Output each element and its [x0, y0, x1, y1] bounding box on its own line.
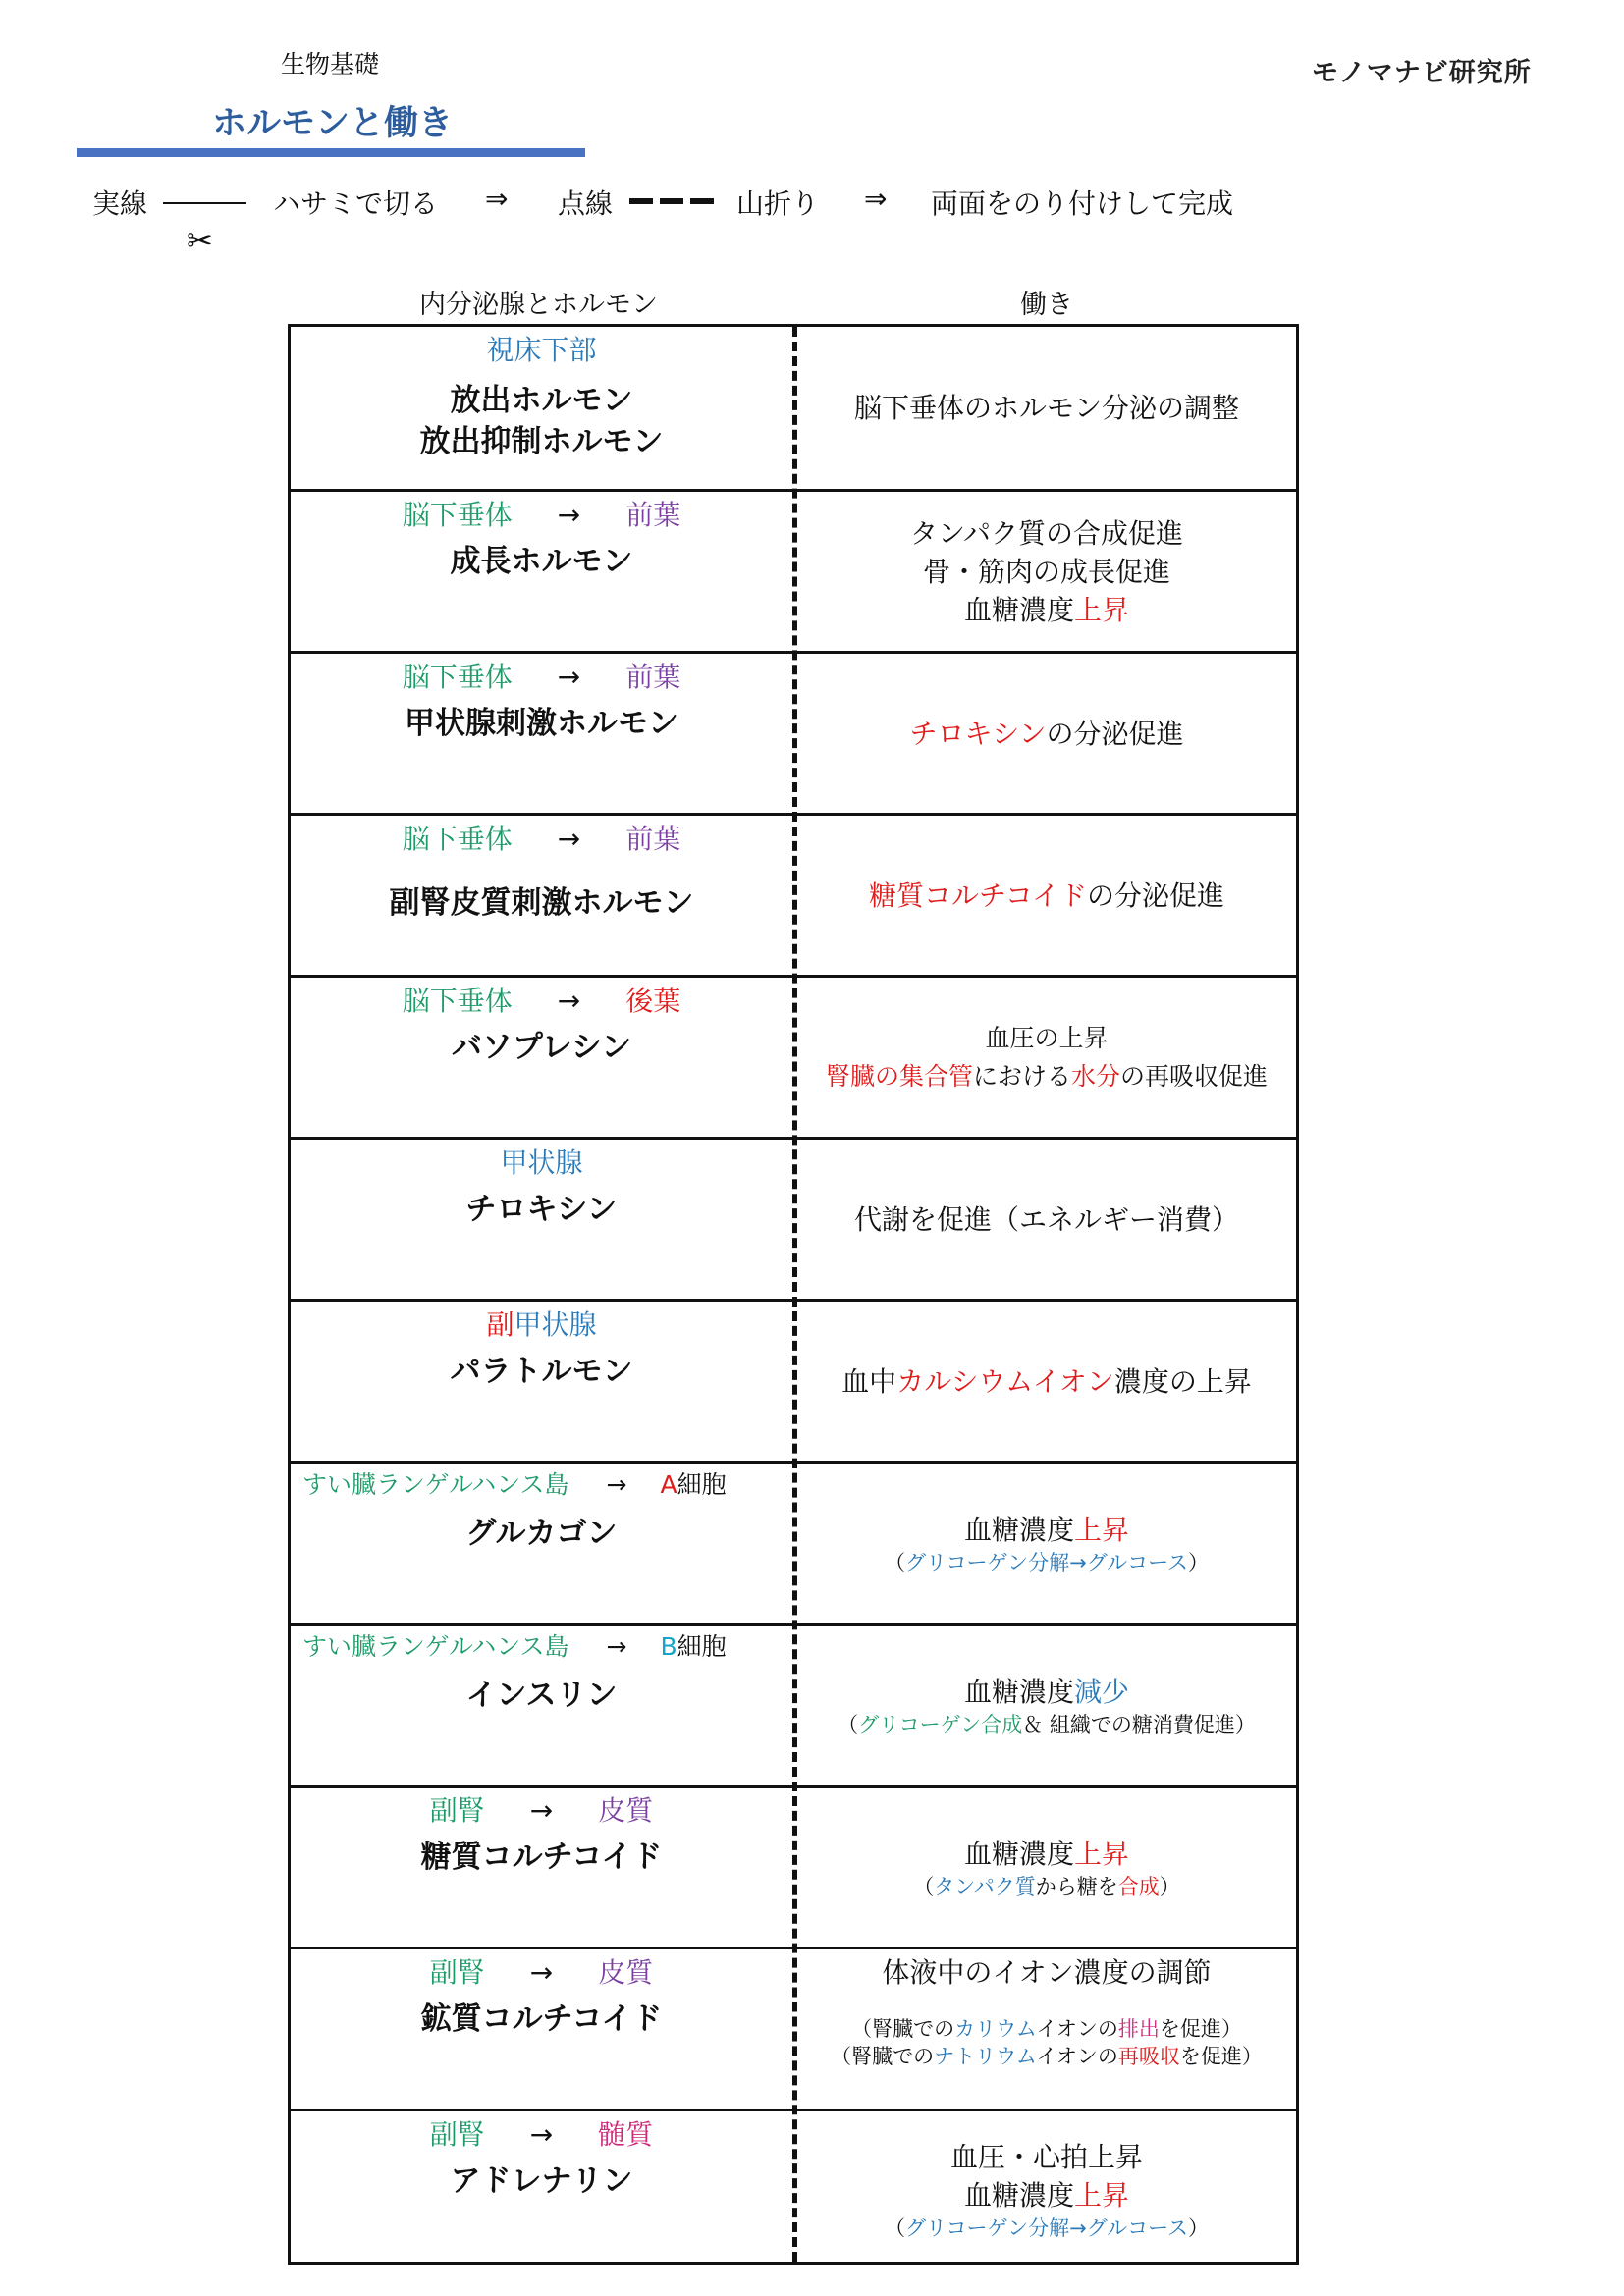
function-cell: [797, 816, 1296, 975]
table-row: [291, 1623, 1296, 1785]
table-row: [291, 1299, 1296, 1461]
gland-location: 脳下垂体 → 前葉: [402, 823, 681, 855]
hormone-name: 鉱質コルチコイド: [420, 2002, 663, 2037]
function-text: 代謝を促進（エネルギー消費）: [853, 1202, 1239, 1236]
function-text: 腎臓の集合管における水分の再吸収促進: [825, 1062, 1269, 1091]
function-cell: [797, 1949, 1296, 2109]
gland-location: 副腎 → 皮質: [429, 1956, 654, 1989]
gland-cell: [291, 327, 792, 489]
function-text: 血糖濃度上昇: [963, 1837, 1130, 1870]
function-text: 血糖濃度減少: [963, 1675, 1130, 1708]
table-row: [291, 489, 1296, 651]
column-header-right: 働き: [1020, 290, 1073, 320]
function-cell: [797, 654, 1296, 813]
hormone-name: パラトルモン: [450, 1354, 633, 1389]
gland-location: 副甲状腺: [486, 1308, 597, 1341]
table-row: [291, 1461, 1296, 1623]
function-cell: [797, 2111, 1296, 2268]
arrow-right-icon: ⇒: [864, 183, 888, 215]
function-text: 脳下垂体のホルモン分泌の調整: [853, 392, 1239, 424]
table-row: [291, 1137, 1296, 1299]
hormone-name: 放出ホルモン 放出抑制ホルモン: [419, 383, 664, 459]
function-text: 血中カルシウムイオン濃度の上昇: [841, 1364, 1252, 1398]
function-cell: [797, 492, 1296, 651]
gland-cell: [291, 816, 792, 975]
function-text: タンパク質の合成促進: [909, 516, 1184, 550]
table-row: [291, 651, 1296, 813]
function-text: 体液中のイオン濃度の調節: [882, 1956, 1212, 1989]
gland-location: 甲状腺: [500, 1147, 583, 1179]
gland-cell: [291, 1626, 792, 1785]
table-row: [291, 327, 1296, 489]
table-row: [291, 2109, 1296, 2268]
function-cell: [797, 1626, 1296, 1785]
function-note: （タンパク質から糖を合成）: [913, 1874, 1180, 1898]
function-cell: [797, 327, 1296, 489]
function-note: （グリコーゲン分解→グルコース）: [884, 1550, 1210, 1575]
function-text: 血圧の上昇: [985, 1024, 1109, 1052]
dash-segment: [660, 198, 683, 204]
function-cell: [797, 1788, 1296, 1947]
function-cell: [797, 1140, 1296, 1299]
dash-segment: [629, 198, 653, 204]
gland-location: 脳下垂体 → 前葉: [402, 499, 681, 531]
hormone-name: 糖質コルチコイド: [420, 1840, 663, 1875]
arrow-right-icon: ⇒: [485, 183, 509, 215]
table-row: [291, 1785, 1296, 1947]
function-text: 血圧・心拍上昇: [949, 2140, 1143, 2173]
scissors-icon: ✂: [187, 222, 213, 259]
function-note: （グリコーゲン分解→グルコース）: [884, 2216, 1210, 2240]
gland-location: 脳下垂体 → 前葉: [402, 661, 681, 693]
hormone-name: グルカゴン: [465, 1516, 618, 1551]
gland-cell: [291, 978, 792, 1137]
gland-location: すい臓ランゲルハンス島 → B細胞: [302, 1632, 727, 1661]
gland-cell: [291, 492, 792, 651]
function-text: 糖質コルチコイドの分泌促進: [868, 879, 1225, 912]
hormone-name: アドレナリン: [450, 2163, 633, 2199]
function-note: （腎臓でのカリウムイオンの排出を促進）: [851, 2017, 1242, 2041]
table-row: [291, 1947, 1296, 2109]
page-title: ホルモンと働き: [212, 104, 454, 143]
gland-cell: [291, 2111, 792, 2268]
table-row: [291, 813, 1296, 975]
solid-line-label: 実線: [92, 187, 148, 220]
gland-location: 副腎 → 皮質: [429, 1794, 654, 1827]
gland-cell: [291, 654, 792, 813]
function-text: 血糖濃度上昇: [963, 1513, 1130, 1546]
gland-location: 視床下部: [486, 334, 597, 366]
gland-cell: [291, 1464, 792, 1623]
title-underline: [77, 148, 585, 157]
dotted-line-action: 山折り: [736, 187, 820, 220]
function-text: チロキシンの分泌促進: [909, 717, 1184, 750]
gland-cell: [291, 1302, 792, 1461]
hormone-name: バソプレシン: [451, 1030, 632, 1065]
hormone-name: 甲状腺刺激ホルモン: [405, 706, 678, 741]
gland-location: すい臓ランゲルハンス島 → A細胞: [302, 1470, 727, 1499]
hormone-name: 副腎皮質刺激ホルモン: [389, 885, 694, 921]
solid-line-sample: [163, 202, 246, 204]
gland-cell: [291, 1788, 792, 1947]
hormone-table: [288, 324, 1299, 2265]
brand-logo: モノマナビ研究所: [1312, 58, 1532, 88]
hormone-name: インスリン: [465, 1678, 618, 1713]
function-text: 血糖濃度上昇: [963, 2178, 1130, 2212]
column-header-left: 内分泌腺とホルモン: [419, 290, 658, 320]
function-cell: [797, 1464, 1296, 1623]
hormone-name: チロキシン: [465, 1192, 618, 1227]
function-note: （グリコーゲン合成＆ 組織での糖消費促進）: [838, 1712, 1256, 1736]
hormone-name: 成長ホルモン: [450, 544, 633, 579]
table-row: [291, 975, 1296, 1137]
gland-location: 副腎 → 髄質: [429, 2118, 654, 2151]
function-note: （腎臓でのナトリウムイオンの再吸収を促進）: [831, 2045, 1263, 2068]
solid-line-action: ハサミで切る: [273, 187, 439, 220]
subject-label: 生物基礎: [281, 50, 380, 79]
gland-cell: [291, 1949, 792, 2109]
gland-cell: [291, 1140, 792, 1299]
function-cell: [797, 978, 1296, 1137]
gland-location: 脳下垂体 → 後葉: [402, 985, 681, 1017]
dotted-line-label: 点線: [558, 187, 614, 220]
final-instruction: 両面をのり付けして完成: [931, 187, 1234, 220]
dash-segment: [690, 198, 714, 204]
function-text: 骨・筋肉の成長促進: [922, 555, 1170, 588]
function-text: 血糖濃度上昇: [963, 593, 1130, 626]
function-cell: [797, 1302, 1296, 1461]
